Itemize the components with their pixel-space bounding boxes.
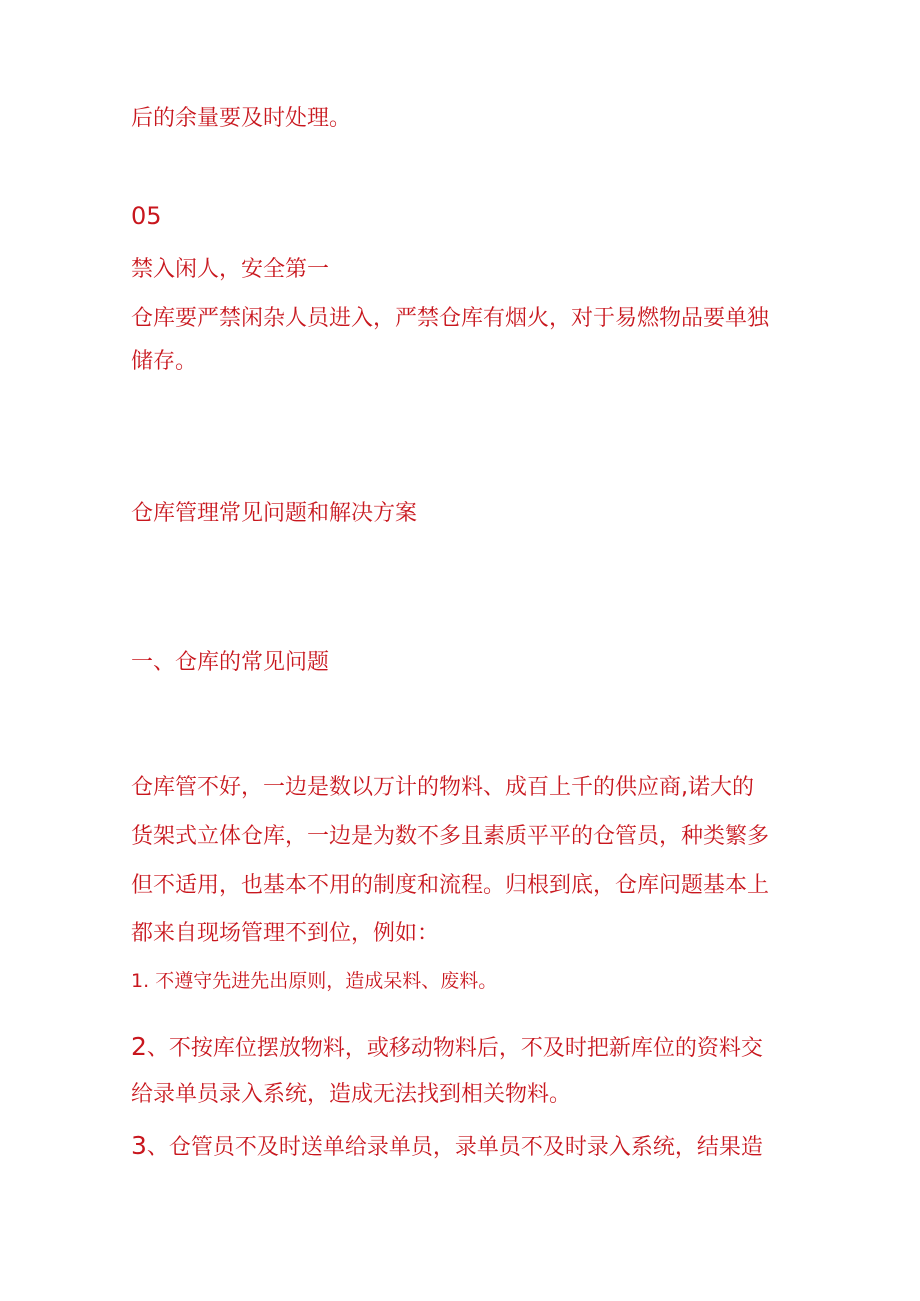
list-item (131, 1133, 763, 1159)
intro-line: 后的余量要及时处理。 (131, 106, 352, 131)
list-item-text: 不遵守先进先出原则，造成呆料、废料。 (155, 970, 498, 992)
paragraph-line: 仓库管不好，一边是数以万计的物料、成百上千的供应商,诺大的 (131, 775, 754, 800)
article-title: 仓库管理常见问题和解决方案 (131, 501, 418, 526)
list-item (131, 972, 497, 991)
section-body-line: 仓库要严禁闲杂人员进入，严禁仓库有烟火，对于易燃物品要单独 (131, 306, 770, 331)
list-item-text: 、不按库位摆放物料，或移动物料后，不及时把新库位的资料交 (146, 1036, 763, 1061)
list-marker: 1. (131, 970, 150, 992)
section-heading: 禁入闲人，安全第一 (131, 257, 330, 282)
list-marker: 3 (131, 1131, 147, 1160)
paragraph-line: 货架式立体仓库，一边是为数不多且素质平平的仓管员，种类繁多 (131, 824, 770, 849)
section-body-line: 储存。 (131, 349, 198, 374)
list-item-continuation: 给录单员录入系统，造成无法找到相关物料。 (131, 1082, 572, 1107)
part-heading: 一、仓库的常见问题 (131, 650, 330, 675)
list-marker: 2 (131, 1032, 147, 1061)
section-number: 05 (131, 202, 162, 230)
list-item (131, 1034, 763, 1060)
list-item-text: 、仓管员不及时送单给录单员，录单员不及时录入系统，结果造 (146, 1135, 763, 1160)
paragraph-line: 都来自现场管理不到位，例如： (131, 921, 440, 946)
paragraph-line: 但不适用，也基本不用的制度和流程。归根到底，仓库问题基本上 (131, 873, 770, 898)
